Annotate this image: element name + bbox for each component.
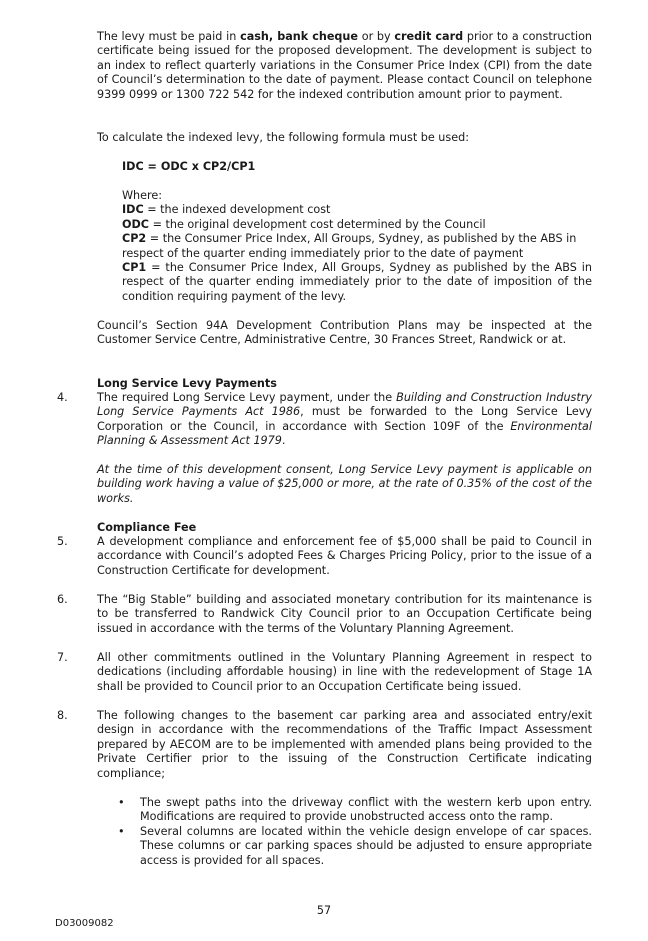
item-8-text: The following changes to the basement car parking area and associated entry/exit design in accordance with the recommendations of the Traffic Impact Assessment prepared by AECOM are to be implemented with amended plans being provided to the Private Certifier prior to the issuing of the Construction Certificate indicating compliance; — [97, 709, 592, 780]
term-cp1: CP1 — [122, 261, 147, 275]
item-number-5: 5. — [57, 535, 68, 548]
where-label: Where: — [122, 189, 163, 202]
levy-text-c: prior to a construction certificate being issued for the proposed development. The development is subject to an index to reflect quarterly variations in the Consumer Price Index (CPI) from the date of Council’s determination to the date of payment. Please contact Council on telephone 9399 0999 or 1300 722 542 for the indexed contribution amount prior to payment. — [97, 30, 593, 101]
where-idc — [122, 203, 592, 217]
long-service-note — [97, 463, 592, 506]
bullet-marker-2: • — [118, 825, 125, 838]
item-6-text: The “Big Stable” building and associated monetary contribution for its maintenance is to be transferred to Randwick City Council prior to an Occupation Certificate being issued in accordance with the terms of the Voluntary Planning Agreement. — [97, 593, 592, 635]
item-number-7: 7. — [57, 651, 68, 664]
bullet-item-2: Several columns are located within the vehicle design envelope of car spaces. These columns or car parking spaces should be adjusted to ensure appropriate access is provided for all spaces. — [140, 825, 592, 867]
where-cp2 — [122, 232, 592, 261]
ls-act-2: Environmental Planning & Assessment Act 1979 — [97, 419, 592, 448]
levy-card-bold: credit card — [394, 30, 464, 43]
formula-intro: To calculate the indexed levy, the following formula must be used: — [97, 131, 469, 144]
formula: IDC = ODC x CP2/CP1 — [122, 160, 256, 173]
where-block — [122, 189, 592, 304]
levy-payment-paragraph — [97, 30, 592, 102]
ls-text-3: . — [281, 434, 286, 448]
compliance-heading: Compliance Fee — [97, 521, 197, 534]
levy-text-b: or by — [358, 30, 395, 43]
levy-text-a: The levy must be paid in — [97, 30, 241, 43]
long-service-heading: Long Service Levy Payments — [97, 377, 277, 390]
bullet-marker-1: • — [118, 796, 125, 809]
def-odc: = the original development cost determined by the Council — [149, 217, 486, 231]
def-cp1: = the Consumer Price Index, All Groups, Sydney as published by the ABS in respect of the quarter ending immediately prior to the date of imposition of the condition requiring payment of the levy. — [122, 261, 592, 303]
ls-act-1: Building and Construction Industry Long Service Payments Act 1986 — [97, 391, 592, 419]
item-7-text: All other commitments outlined in the Voluntary Planning Agreement in respect to dedications (including affordable housing) in line with the redevelopment of Stage 1A shall be provided to Council prior to an Occupation Certificate being issued. — [97, 651, 592, 693]
ls-note-italic: At the time of this development consent, Long Service Levy payment is applicable on building work having a value of $25,000 or more, at the rate of 0.35% of the cost of the works. — [97, 463, 592, 505]
term-idc: IDC — [122, 203, 144, 217]
compliance-text: A development compliance and enforcement fee of $5,000 shall be paid to Council in accordance with Council’s adopted Fees & Charges Pricing Policy, prior to the issue of a Construction Certificate for development. — [97, 535, 592, 577]
term-cp2: CP2 — [122, 232, 147, 246]
page-number: 57 — [316, 904, 332, 917]
ls-text-1: The required Long Service Levy payment, under the — [97, 391, 397, 404]
where-odc — [122, 218, 592, 232]
item-number-6: 6. — [57, 593, 68, 606]
plans-paragraph: Council’s Section 94A Development Contribution Plans may be inspected at the Customer Service Centre, Administrative Centre, 30 Frances Street, Randwick or at. — [97, 319, 592, 347]
item-number-8: 8. — [57, 709, 68, 722]
def-cp2: = the Consumer Price Index, All Groups, Sydney, as published by the ABS in respect of the quarter ending immediately prior to the date of payment — [122, 232, 577, 260]
where-cp1 — [122, 261, 592, 304]
ls-text-2: , must be forwarded to the Long Service Levy Corporation or the Council, in accordance with Section 109F of the — [97, 405, 592, 433]
long-service-text — [97, 391, 592, 449]
def-idc: = the indexed development cost — [143, 203, 331, 217]
bullet-item-1: The swept paths into the driveway conflict with the western kerb upon entry. Modifications are required to provide unobstructed access onto the ramp. — [140, 796, 592, 824]
term-odc: ODC — [122, 217, 150, 231]
levy-cash-bold: cash, bank cheque — [240, 30, 358, 43]
document-id: D03009082 — [55, 918, 114, 929]
item-number-4: 4. — [57, 391, 68, 404]
